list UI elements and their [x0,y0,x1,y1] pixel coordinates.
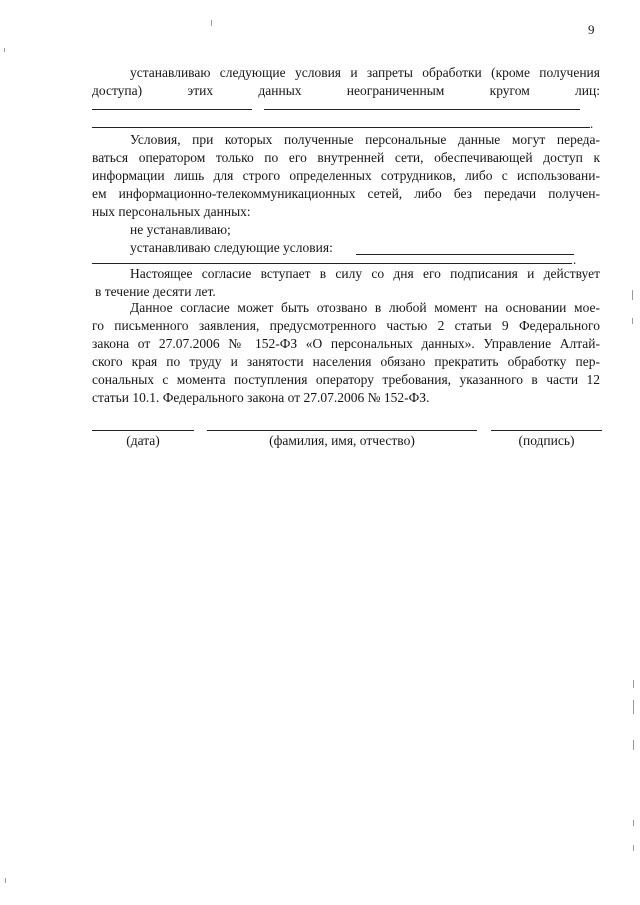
blank-line [356,254,574,255]
paragraph-4-line-5: сональных с момента поступления оператору требования, указанного в части 12 [92,372,600,387]
blank-line [264,109,580,110]
date-field-line [92,430,194,431]
paragraph-4-line-1: Данное согласие может быть отозвано в любой момент на основании мое- [130,300,600,315]
name-caption: (фамилия, имя, отчество) [269,433,415,448]
date-caption: (дата) [126,433,160,448]
paragraph-3-line-1: Настоящее согласие вступает в силу со дня его подписания и действует [130,266,600,281]
line-end-dot: . [573,252,577,267]
scan-artifact [4,48,5,52]
paragraph-1-line-2: доступа) этих данных неограниченным кругом лиц: [92,83,600,98]
blank-line [92,127,590,128]
page-number: 9 [588,22,595,37]
option-not-set: не устанавливаю; [130,222,231,237]
paragraph-1-line-1: устанавливаю следующие условия и запреты обработки (кроме получения [130,65,600,80]
paragraph-4-line-3: закона от 27.07.2006 № 152-ФЗ «О персональных данных». Управление Алтай- [92,336,600,351]
signature-field-line [491,430,602,431]
option-set-conditions: устанавливаю следующие условия: [130,240,333,255]
paragraph-2-line-2: ваться оператором только по его внутренней сети, обеспечивающей доступ к [92,150,600,165]
scan-artifact [633,680,634,688]
scan-artifact [5,878,6,883]
blank-line [92,263,572,264]
paragraph-4-line-4: ского края по труду и занятости населения обязано прекратить обработку пер- [92,354,600,369]
scan-artifact [632,290,633,300]
name-field-line [207,430,477,431]
paragraph-3-line-2: в течение десяти лет. [95,284,216,299]
paragraph-4-line-6: статьи 10.1. Федерального закона от 27.07.2006 № 152-ФЗ. [92,390,430,405]
scan-artifact [211,20,212,26]
paragraph-2-line-5: ных персональных данных: [92,204,251,219]
scan-artifact [633,820,634,826]
paragraph-2-line-3: информации лишь для строго определенных сотрудников, либо с использовани- [92,168,600,183]
scan-artifact [633,740,634,750]
paragraph-2-line-1: Условия, при которых полученные персональные данные могут переда- [130,132,600,147]
scan-artifact [633,845,634,851]
scan-artifact [632,318,633,324]
blank-line [92,109,252,110]
paragraph-4-line-2: го письменного заявления, предусмотренного частью 2 статьи 9 Федерального [92,318,600,333]
paragraph-2-line-4: ем информационно-телекоммуникационных сетей, либо без передачи получен- [92,186,600,201]
scan-artifact [633,700,634,714]
signature-caption: (подпись) [518,433,575,448]
line-end-dot: . [590,116,594,131]
